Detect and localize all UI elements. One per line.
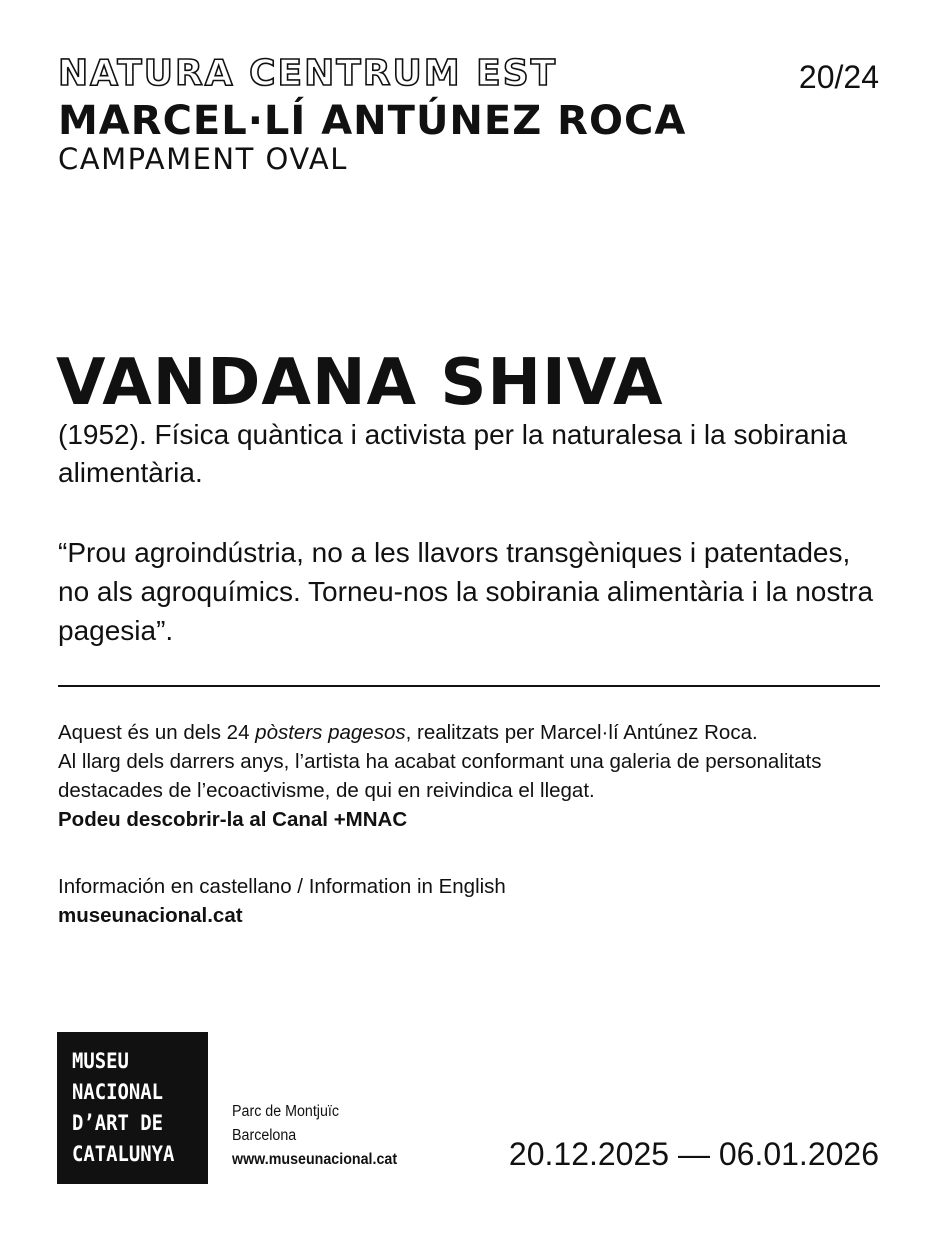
artist-name: MARCEL·LÍ ANTÚNEZ ROCA <box>58 98 687 144</box>
info-intro <box>58 718 888 747</box>
info-block <box>58 718 888 834</box>
logo-line: MUSEU <box>72 1049 129 1073</box>
museum-logo <box>57 1032 208 1184</box>
language-block <box>58 872 506 930</box>
logo-line: CATALUNYA <box>72 1142 175 1166</box>
info-intro-end: , realitzats per Marcel·lí Antúnez Roca. <box>405 721 758 744</box>
divider <box>58 685 880 687</box>
series-title: NATURA CENTRUM EST <box>58 53 558 94</box>
info-cta: Podeu descobrir-la al Canal +MNAC <box>58 808 408 831</box>
address-line: Parc de Montjuïc <box>232 1103 340 1120</box>
museum-address <box>232 1100 397 1172</box>
logo-line: D’ART DE <box>72 1111 164 1135</box>
info-intro-start: Aquest és un dels 24 <box>58 721 256 744</box>
person-bio: (1952). Física quàntica i activista per la naturalesa i la sobirania alimentària. <box>58 419 848 488</box>
poster-counter: 20/24 <box>798 59 879 95</box>
person-name: VANDANA SHIVA <box>56 346 664 420</box>
logo-line: NACIONAL <box>72 1080 164 1104</box>
info-description: Al llarg dels darrers anys, l’artista ha acabat conformant una galeria de personalitats destacades de l’ecoactivisme, de qui en reivindica el llegat. <box>58 750 822 802</box>
website-link[interactable]: museunacional.cat <box>58 904 243 927</box>
address-city: Barcelona <box>232 1127 297 1144</box>
language-note: Información en castellano / Information in English <box>58 875 506 898</box>
address-url-link[interactable]: www.museunacional.cat <box>232 1151 398 1168</box>
exhibition-dates: 20.12.2025 — 06.01.2026 <box>508 1136 879 1172</box>
info-intro-emphasis: pòsters pagesos <box>255 721 406 744</box>
person-quote: “Prou agroindústria, no a les llavors transgèniques i patentades, no als agroquímics. Torneu-nos la sobirania alimentària i la nostra pagesia”. <box>58 537 874 646</box>
exhibition-title: CAMPAMENT OVAL <box>58 142 348 176</box>
